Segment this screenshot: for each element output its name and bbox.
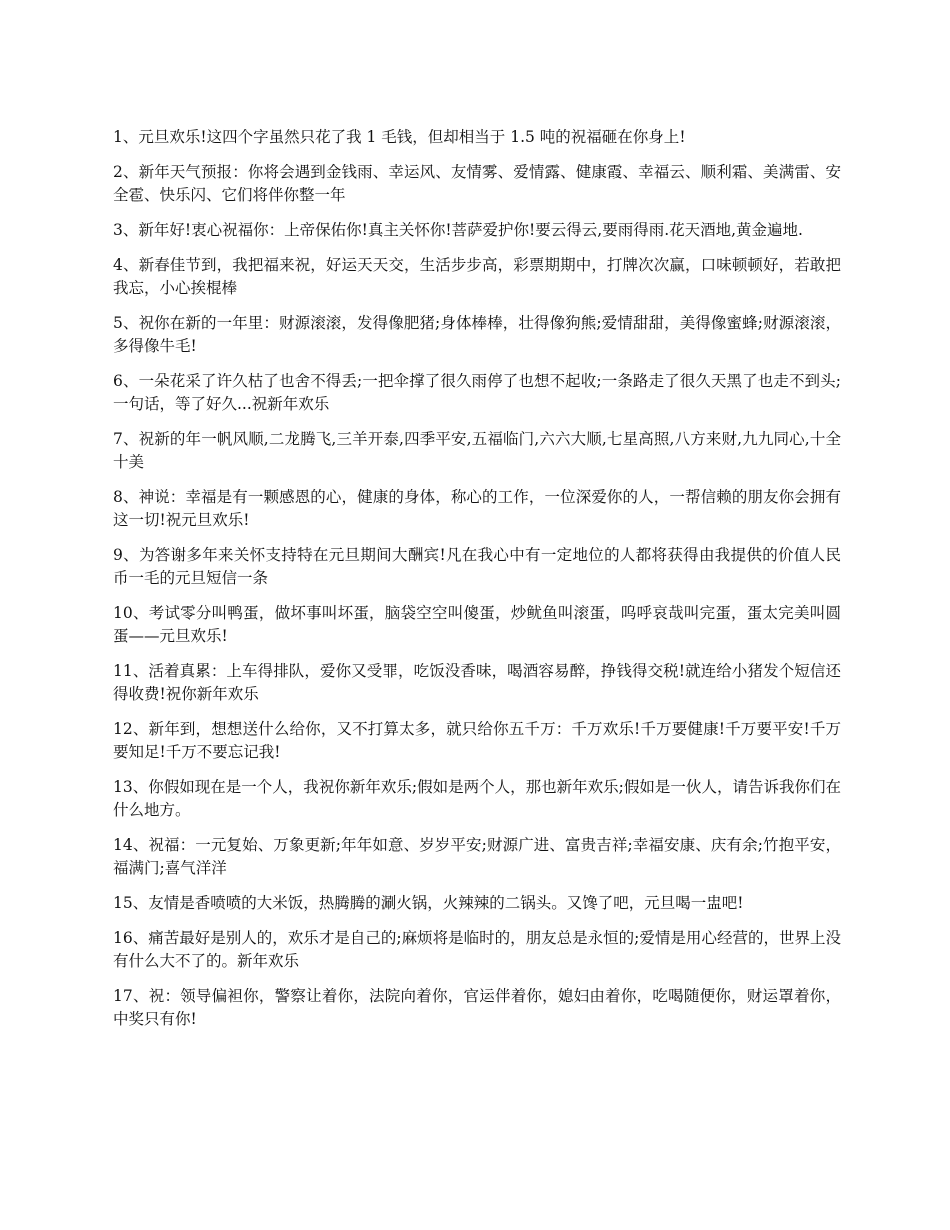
greeting-item-4: 4、新春佳节到，我把福来祝，好运天天交，生活步步高，彩票期期中，打牌次次赢，口味顿顿好，若敢把我忘，小心挨棍棒 [113, 256, 841, 297]
greeting-item-2: 2、新年天气预报：你将会遇到金钱雨、幸运风、友情雾、爱情露、健康霞、幸福云、顺利霜、美满雷、安全雹、快乐闪、它们将伴你整一年 [113, 163, 841, 204]
greeting-item-13: 13、你假如现在是一个人，我祝你新年欢乐;假如是两个人，那也新年欢乐;假如是一伙人，请告诉我你们在什么地方。 [113, 778, 841, 819]
greeting-item-12: 12、新年到，想想送什么给你，又不打算太多，就只给你五千万：千万欢乐!千万要健康!千万要平安!千万要知足!千万不要忘记我! [113, 720, 841, 761]
document-body [113, 126, 841, 1043]
greeting-item-9: 9、为答谢多年来关怀支持特在元旦期间大酬宾!凡在我心中有一定地位的人都将获得由我提供的价值人民币一毛的元旦短信一条 [113, 546, 841, 587]
greeting-item-1: 1、元旦欢乐!这四个字虽然只花了我 1 毛钱，但却相当于 1.5 吨的祝福砸在你身上! [113, 128, 686, 146]
greeting-item-10: 10、考试零分叫鸭蛋，做坏事叫坏蛋，脑袋空空叫傻蛋，炒鱿鱼叫滚蛋，呜呼哀哉叫完蛋，蛋太完美叫圆蛋——元旦欢乐! [113, 604, 841, 645]
greeting-item-5: 5、祝你在新的一年里：财源滚滚，发得像肥猪;身体棒棒，壮得像狗熊;爱情甜甜，美得像蜜蜂;财源滚滚，多得像牛毛! [113, 314, 841, 355]
greeting-item-8: 8、神说：幸福是有一颗感恩的心，健康的身体，称心的工作，一位深爱你的人，一帮信赖的朋友你会拥有这一切!祝元旦欢乐! [113, 488, 841, 529]
greeting-item-16: 16、痛苦最好是别人的，欢乐才是自己的;麻烦将是临时的，朋友总是永恒的;爱情是用心经营的，世界上没有什么大不了的。新年欢乐 [113, 929, 841, 970]
greeting-item-11: 11、活着真累：上车得排队，爱你又受罪，吃饭没香味，喝酒容易醉，挣钱得交税!就连给小猪发个短信还得收费!祝你新年欢乐 [113, 662, 841, 703]
greeting-item-14: 14、祝福：一元复始、万象更新;年年如意、岁岁平安;财源广进、富贵吉祥;幸福安康、庆有余;竹抱平安，福满门;喜气洋洋 [113, 836, 841, 877]
greeting-item-6: 6、一朵花采了许久枯了也舍不得丢;一把伞撑了很久雨停了也想不起收;一条路走了很久天黑了也走不到头;一句话，等了好久...祝新年欢乐 [113, 372, 841, 413]
greeting-item-15: 15、友情是香喷喷的大米饭，热腾腾的涮火锅，火辣辣的二锅头。又馋了吧，元旦喝一盅吧! [113, 894, 744, 912]
greeting-item-7: 7、祝新的年一帆风顺,二龙腾飞,三羊开泰,四季平安,五福临门,六六大顺,七星高照,八方来财,九九同心,十全十美 [113, 430, 841, 471]
greeting-item-3: 3、新年好!衷心祝福你：上帝保佑你!真主关怀你!菩萨爱护你!要云得云,要雨得雨.花天酒地,黄金遍地. [113, 221, 803, 239]
greeting-item-17: 17、祝：领导偏袒你，警察让着你，法院向着你，官运伴着你，媳妇由着你，吃喝随便你，财运罩着你，中奖只有你! [113, 987, 841, 1028]
